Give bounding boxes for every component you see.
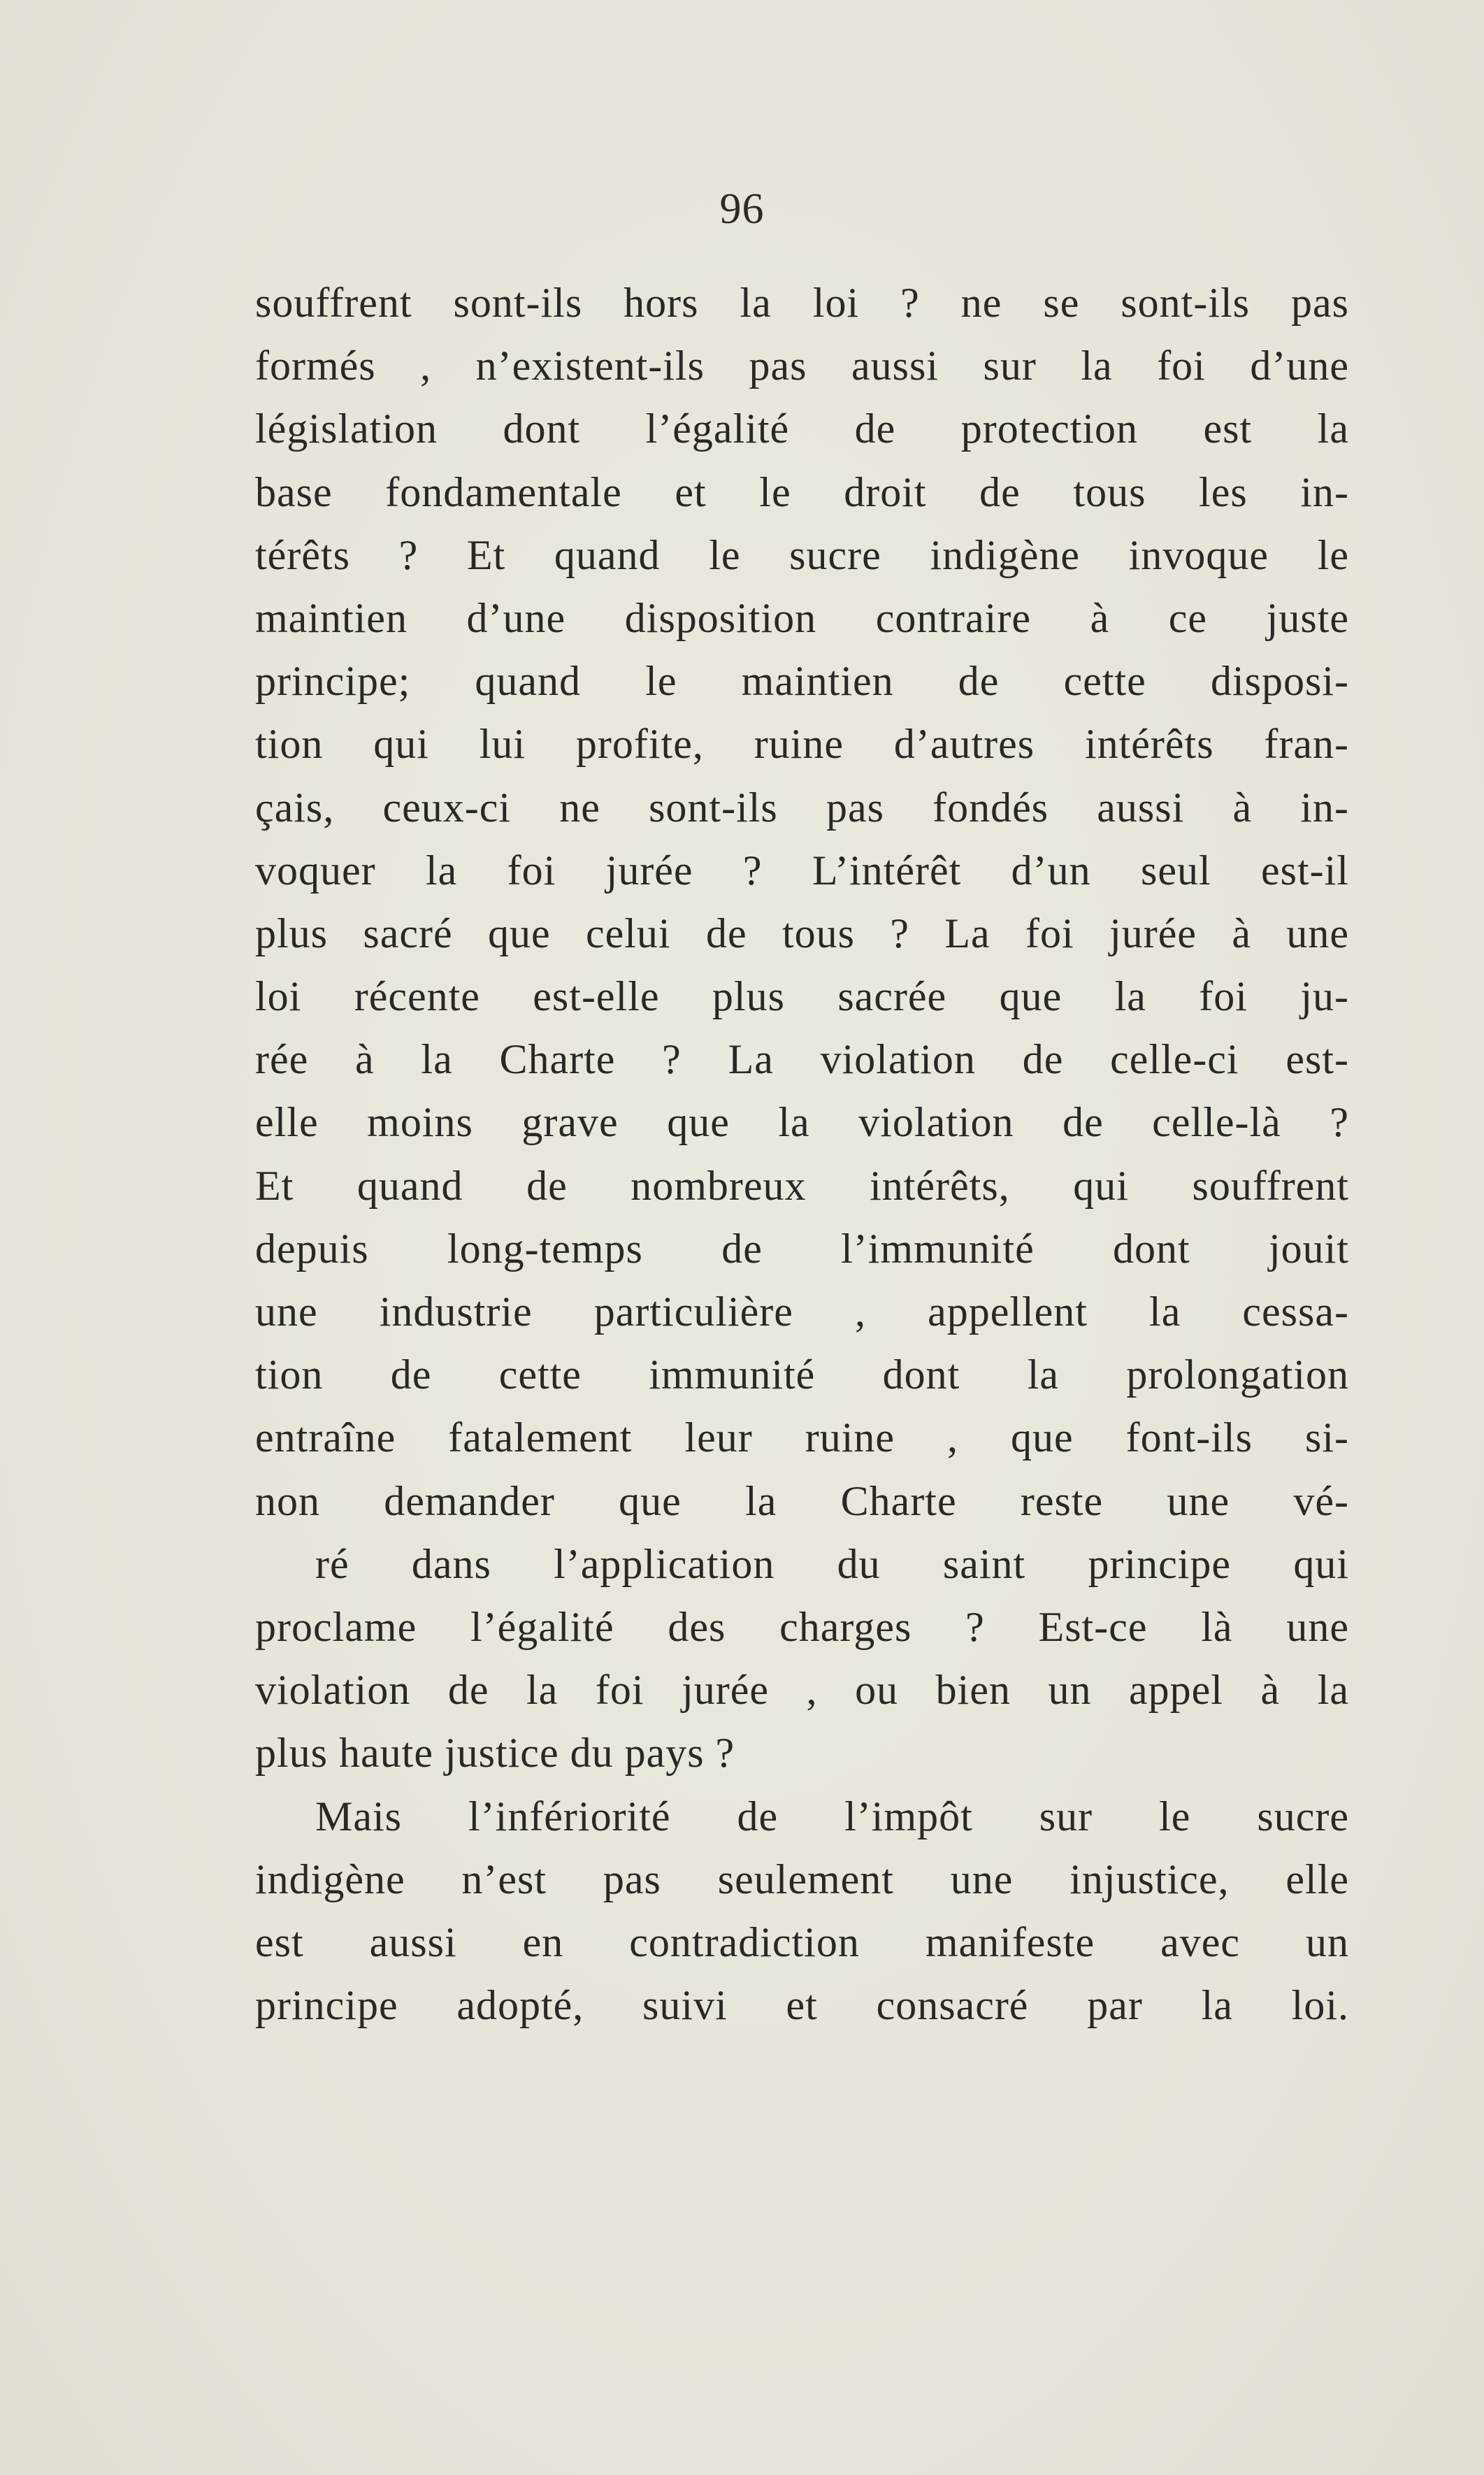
text-line: non demander que la Charte reste une vé-: [255, 1477, 1349, 1524]
text-line: principe adopté, suivi et consacré par la loi.: [255, 1982, 1349, 2029]
paragraph-start-line: Mais l’infériorité de l’impôt sur le sucre: [315, 1793, 1349, 1839]
text-line: ré dans l’application du saint principe qui: [315, 1540, 1349, 1587]
text-line: loi récente est-elle plus sacrée que la foi ju-: [255, 973, 1349, 1020]
text-line: proclame l’égalité des charges ? Est-ce là une: [255, 1603, 1349, 1650]
text-line: législation dont l’égalité de protection est la: [255, 406, 1349, 452]
text-line: formés , n’existent-ils pas aussi sur la foi d’une: [255, 343, 1349, 389]
text-line: rée à la Charte ? La violation de celle-ci est-: [255, 1036, 1349, 1083]
text-line: est aussi en contradiction manifeste avec un: [255, 1918, 1349, 1965]
text-line: souffrent sont-ils hors la loi ? ne se sont-ils pas: [255, 280, 1349, 326]
body-text: [255, 271, 1349, 2037]
page-number: 96: [719, 185, 765, 233]
text-line: Et quand de nombreux intérêts, qui souffrent: [255, 1162, 1349, 1209]
text-line: tion de cette immunité dont la prolongation: [255, 1351, 1349, 1398]
text-line: voquer la foi jurée ? L’intérêt d’un seul est-il: [255, 847, 1349, 894]
text-line: principe; quand le maintien de cette disposi-: [255, 658, 1349, 705]
text-line: plus haute justice du pays ?: [255, 1730, 735, 1777]
text-line: une industrie particulière , appellent la cessa-: [255, 1289, 1349, 1335]
text-line: violation de la foi jurée , ou bien un appel à la: [255, 1667, 1349, 1714]
text-line: entraîne fatalement leur ruine , que font-ils si-: [255, 1414, 1349, 1461]
text-line: maintien d’une disposition contraire à ce juste: [255, 594, 1349, 641]
text-line: tion qui lui profite, ruine d’autres intérêts fran-: [255, 721, 1349, 768]
text-line: çais, ceux-ci ne sont-ils pas fondés aussi à in-: [255, 784, 1349, 831]
text-line: depuis long-temps de l’immunité dont jouit: [255, 1225, 1349, 1272]
text-line: indigène n’est pas seulement une injustice, elle: [255, 1856, 1349, 1902]
text-line: base fondamentale et le droit de tous les in-: [255, 468, 1349, 515]
text-line: elle moins grave que la violation de celle-là ?: [255, 1099, 1349, 1146]
text-line: plus sacré que celui de tous ? La foi jurée à une: [255, 910, 1349, 956]
text-line: térêts ? Et quand le sucre indigène invoque le: [255, 531, 1349, 578]
